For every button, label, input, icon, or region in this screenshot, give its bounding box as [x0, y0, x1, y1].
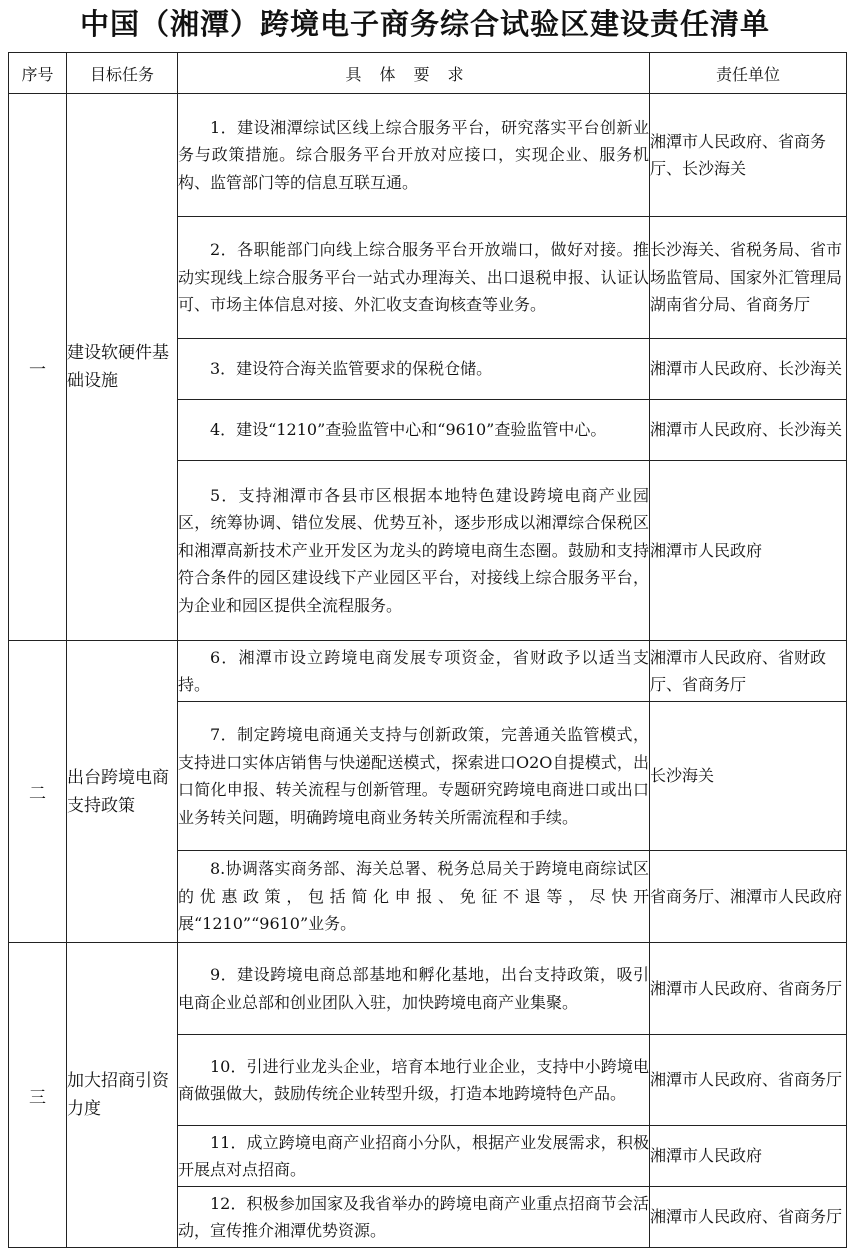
requirement-cell: 7．制定跨境电商通关支持与创新政策，完善通关监管模式，支持进口实体店销售与快递配送模式，探索进口O2O自提模式，出口简化申报、转关流程与创新管理。专题研究跨境电商进口或出口业务转关问题，明确跨境电商业务转关所需流程和手续。: [178, 702, 650, 851]
unit-cell: 湘潭市人民政府、省商务厅、长沙海关: [650, 94, 847, 217]
requirement-cell: 5．支持湘潭市各县市区根据本地特色建设跨境电商产业园区，统筹协调、错位发展、优势互补，逐步形成以湘潭综合保税区和湘潭高新技术产业开发区为龙头的跨境电商生态圈。鼓励和支持符合条件的园区建设线下产业园区平台，对接线上综合服务平台，为企业和园区提供全流程服务。: [178, 461, 650, 641]
unit-cell: 湘潭市人民政府、长沙海关: [650, 339, 847, 400]
group-seq: 三: [9, 943, 67, 1248]
group-seq: 一: [9, 94, 67, 641]
unit-cell: 长沙海关: [650, 702, 847, 851]
requirement-cell: 11．成立跨境电商产业招商小分队，根据产业发展需求，积极开展点对点招商。: [178, 1126, 650, 1187]
page-title: 中国（湘潭）跨境电子商务综合试验区建设责任清单: [79, 7, 770, 41]
requirement-cell: 10．引进行业龙头企业，培育本地行业企业，支持中小跨境电商做强做大，鼓励传统企业转型升级，打造本地跨境特色产品。: [178, 1035, 650, 1126]
header-goal: 目标任务: [67, 53, 178, 94]
requirement-cell: 4．建设“1210”查验监管中心和“9610”查验监管中心。: [178, 400, 650, 461]
requirement-cell: 12．积极参加国家及我省举办的跨境电商产业重点招商节会活动，宣传推介湘潭优势资源。: [178, 1187, 650, 1248]
header-requirements: 具体要求: [178, 53, 650, 94]
group-goal: 加大招商引资力度: [67, 943, 178, 1248]
table-row: [9, 94, 847, 217]
requirement-cell: 1．建设湘潭综试区线上综合服务平台，研究落实平台创新业务与政策措施。综合服务平台开放对应接口，实现企业、服务机构、监管部门等的信息互联互通。: [178, 94, 650, 217]
unit-cell: 长沙海关、省税务局、省市场监管局、国家外汇管理局湖南省分局、省商务厅: [650, 217, 847, 339]
table-row: [9, 641, 847, 702]
unit-cell: 省商务厅、湘潭市人民政府: [650, 851, 847, 943]
unit-cell: 湘潭市人民政府、省财政厅、省商务厅: [650, 641, 847, 702]
requirement-cell: 2．各职能部门向线上综合服务平台开放端口，做好对接。推动实现线上综合服务平台一站式办理海关、出口退税申报、认证认可、市场主体信息对接、外汇收支查询核查等业务。: [178, 217, 650, 339]
table-row: [9, 943, 847, 1035]
header-row: [9, 53, 847, 94]
unit-cell: 湘潭市人民政府、长沙海关: [650, 400, 847, 461]
unit-cell: 湘潭市人民政府: [650, 461, 847, 641]
requirement-cell: 3．建设符合海关监管要求的保税仓储。: [178, 339, 650, 400]
group-goal: 建设软硬件基础设施: [67, 94, 178, 641]
requirement-cell: 6．湘潭市设立跨境电商发展专项资金，省财政予以适当支持。: [178, 641, 650, 702]
group-goal: 出台跨境电商支持政策: [67, 641, 178, 943]
unit-cell: 湘潭市人民政府、省商务厅: [650, 943, 847, 1035]
requirement-cell: 8.协调落实商务部、海关总署、税务总局关于跨境电商综试区的优惠政策，包括简化申报、免征不退等，尽快开展“1210”“9610”业务。: [178, 851, 650, 943]
group-seq: 二: [9, 641, 67, 943]
requirement-cell: 9．建设跨境电商总部基地和孵化基地，出台支持政策，吸引电商企业总部和创业团队入驻，加快跨境电商产业集聚。: [178, 943, 650, 1035]
unit-cell: 湘潭市人民政府、省商务厅: [650, 1035, 847, 1126]
header-seq: 序号: [9, 53, 67, 94]
responsibility-table: [8, 52, 847, 1248]
header-unit: 责任单位: [650, 53, 847, 94]
unit-cell: 湘潭市人民政府: [650, 1126, 847, 1187]
unit-cell: 湘潭市人民政府、省商务厅: [650, 1187, 847, 1248]
